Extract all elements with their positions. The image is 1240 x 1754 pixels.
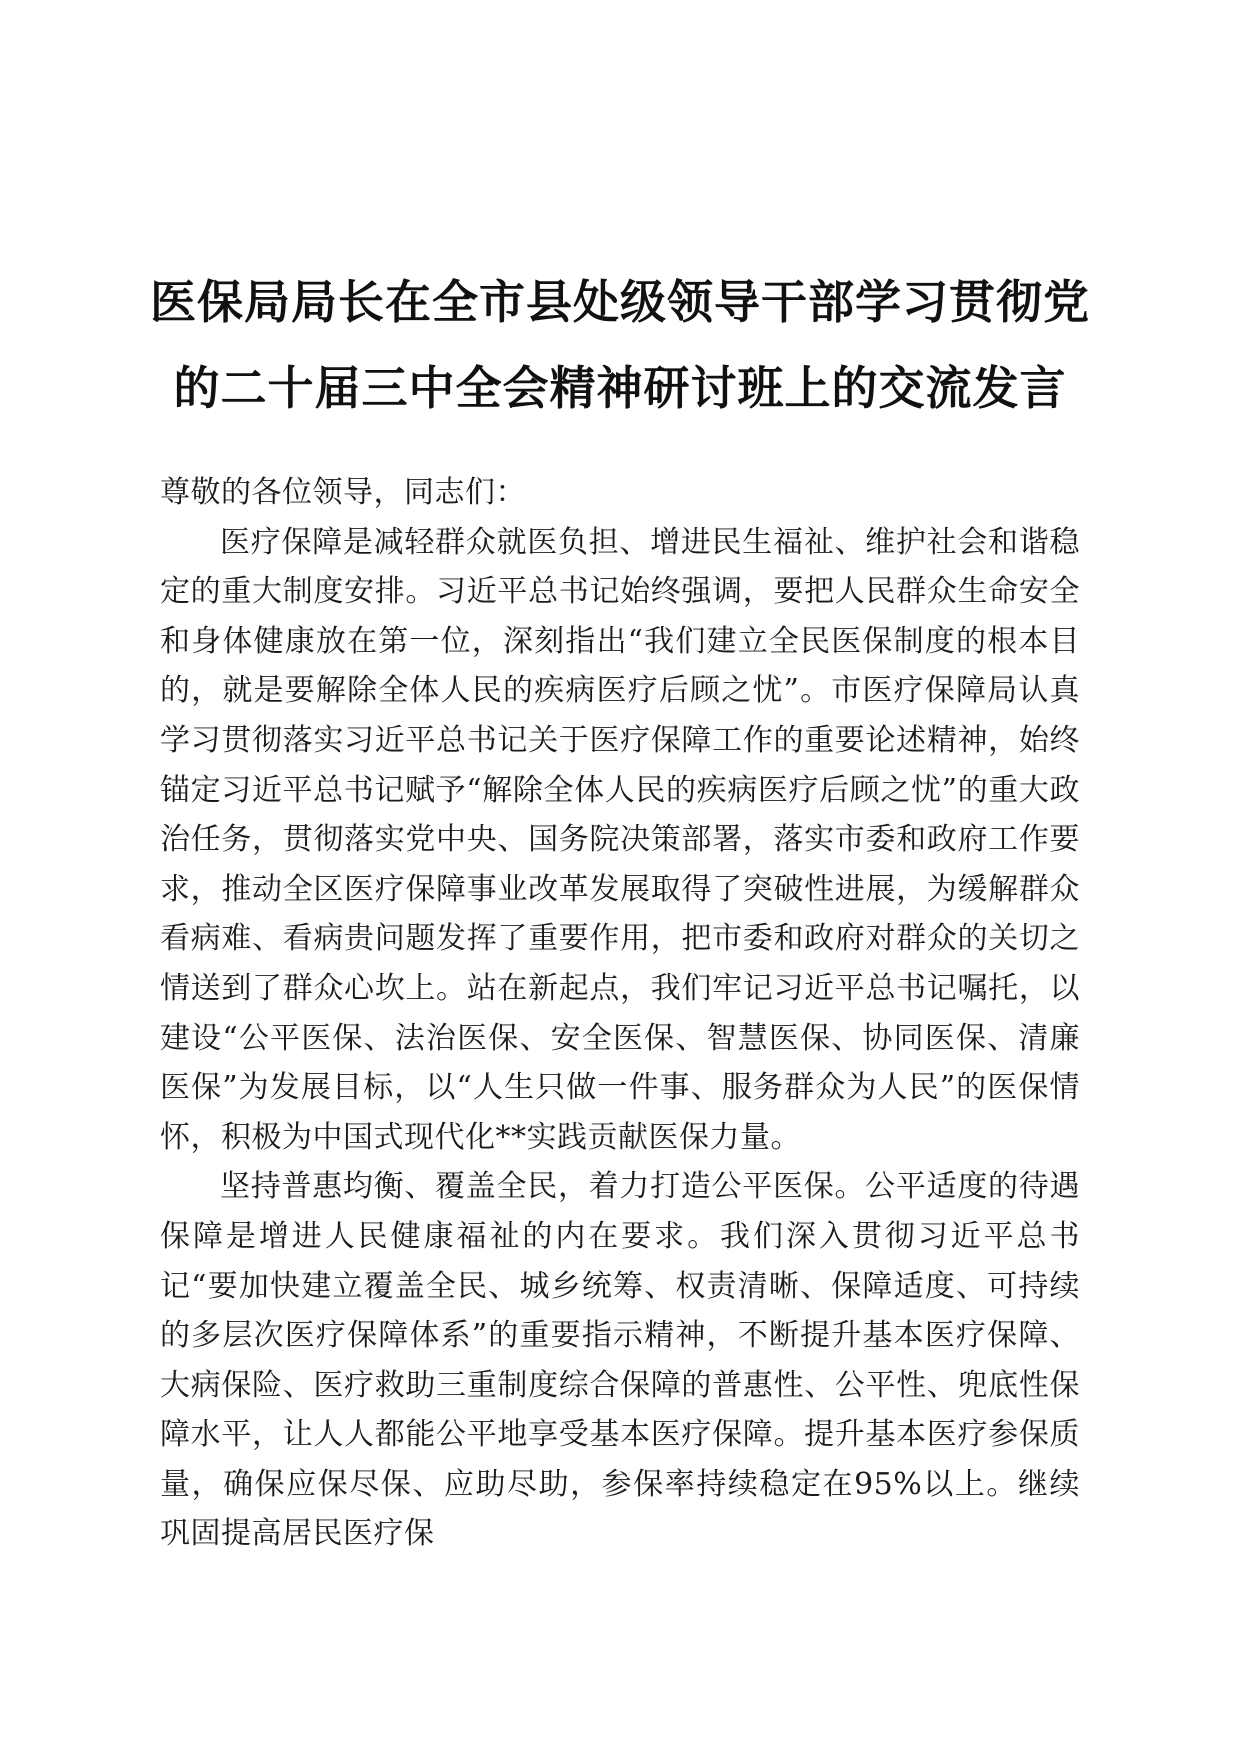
- paragraph-fair-insurance: 坚持普惠均衡、覆盖全民，着力打造公平医保。公平适度的待遇保障是增进人民健康福祉的内在要求。我们深入贯彻习近平总书记“要加快建立覆盖全民、城乡统筹、权责清晰、保障适度、可持续的多层次医疗保障体系”的重要指示精神，不断提升基本医疗保障、大病保险、医疗救助三重制度综合保障的普惠性、公平性、兜底性保障水平，让人人都能公平地享受基本医疗保障。提升基本医疗参保质量，确保应保尽保、应助尽助，参保率持续稳定在95%以上。继续巩固提高居民医疗保: [160, 1169, 1080, 1552]
- title-line-2: 的二十届三中全会精神研讨班上的交流发言: [173, 360, 1067, 415]
- document-body: [160, 468, 1080, 1559]
- salutation: 尊敬的各位领导，同志们：: [160, 475, 526, 510]
- document-title: [140, 259, 1100, 431]
- title-line-1: 医保局局长在全市县处级领导干部学习贯彻党: [150, 274, 1090, 329]
- paragraph-intro: 医疗保障是减轻群众就医负担、增进民生福祉、维护社会和谐稳定的重大制度安排。习近平总书记始终强调，要把人民群众生命安全和身体健康放在第一位，深刻指出“我们建立全民医保制度的根本目的，就是要解除全体人民的疾病医疗后顾之忧”。市医疗保障局认真学习贯彻落实习近平总书记关于医疗保障工作的重要论述精神，始终锚定习近平总书记赋予“解除全体人民的疾病医疗后顾之忧”的重大政治任务，贯彻落实党中央、国务院决策部署，落实市委和政府工作要求，推动全区医疗保障事业改革发展取得了突破性进展，为缓解群众看病难、看病贵问题发挥了重要作用，把市委和政府对群众的关切之情送到了群众心坎上。站在新起点，我们牢记习近平总书记嘱托，以建设“公平医保、法治医保、安全医保、智慧医保、协同医保、清廉医保”为发展目标，以“人生只做一件事、服务群众为人民”的医保情怀，积极为中国式现代化**实践贡献医保力量。: [160, 524, 1080, 1155]
